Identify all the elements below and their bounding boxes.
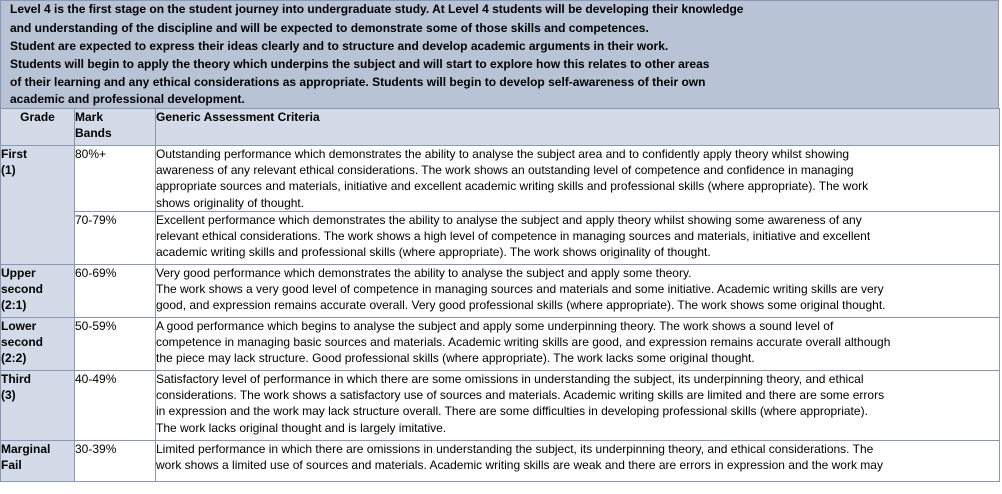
criteria-line: good, and expression remains accurate overall. Very good professional skills (where appropriate). The work shows some original thought. (156, 298, 886, 313)
intro-line: Students will begin to apply the theory which underpins the subject and will start to explore how this relates to other areas (10, 57, 710, 71)
criteria-cell (156, 146, 1000, 212)
criteria-cell (156, 371, 1000, 441)
grade-cell (1, 265, 75, 318)
table-row (1, 318, 1000, 371)
intro-line: academic and professional development. (10, 92, 245, 106)
criteria-cell (156, 212, 1000, 265)
grade-line: First (1, 147, 28, 161)
grade-line: (1) (1, 163, 16, 178)
criteria-line: The work lacks original thought and is largely imitative. (156, 420, 447, 435)
table-row (1, 441, 1000, 482)
header-line: Mark (75, 110, 104, 124)
criteria-cell (156, 441, 1000, 482)
assessment-criteria-table (0, 108, 1000, 482)
grade-line: second (1, 282, 44, 297)
criteria-line: appropriate sources and materials, initiative and excellent academic writing skills and professional skills (where appropriate). The work (156, 179, 869, 194)
header-line: Bands (75, 126, 112, 141)
criteria-line: competence in managing basic sources and materials. Academic writing skills are good, and expression remains accurate overall although (156, 335, 891, 350)
mark-band-cell: 60-69% (75, 265, 156, 318)
table-row (1, 371, 1000, 441)
grade-line: Lower (1, 319, 37, 333)
criteria-line: shows originality of thought. (156, 195, 305, 210)
criteria-line: the piece may lack structure. Good professional skills (where appropriate). The work lacks some original thought. (156, 351, 755, 366)
criteria-line: work shows a limited use of sources and materials. Academic writing skills are weak and there are errors in expression and the work may (156, 458, 883, 473)
criteria-line: The work shows a very good level of competence in managing sources and materials and some initiative. Academic writing skills are very (156, 282, 884, 297)
criteria-line: A good performance which begins to analyse the subject and apply some underpinning theory. The work shows a sound level of (156, 319, 834, 333)
criteria-line: Satisfactory level of performance in which there are some omissions in understanding the subject, its underpinning theory, and ethical (156, 372, 864, 386)
criteria-line: Very good performance which demonstrates the ability to analyse the subject and apply some theory. (156, 266, 692, 280)
criteria-line: in expression and the work may lack structure overall. There are some difficulties in developing professional skills (where appropriate). (156, 404, 868, 419)
criteria-line: awareness of any relevant ethical considerations. The work shows an outstanding level of competence and confidence in managing (156, 163, 854, 178)
table-header-row (1, 109, 1000, 146)
table-row (1, 146, 1000, 212)
mark-bands-column-header (75, 109, 156, 146)
criteria-line: academic writing skills and professional skills (where appropriate). The work shows originality of thought. (156, 245, 711, 260)
grade-line: Upper (1, 266, 36, 280)
criteria-line: Outstanding performance which demonstrates the ability to analyse the subject area and to confidently apply theory whilst showing (156, 147, 850, 161)
intro-line: of their learning and any ethical considerations as appropriate. Students will begin to develop self-awareness of their own (10, 75, 706, 89)
criteria-line: considerations. The work shows a satisfactory use of sources and materials. Academic writing skills are limited and there are some errors (156, 388, 885, 403)
grade-column-header: Grade (1, 109, 75, 146)
grade-cell (1, 441, 75, 482)
grade-line: Third (1, 372, 31, 386)
criteria-line: relevant ethical considerations. The work shows a high level of competence in managing sources and materials, initiative and excellent (156, 229, 871, 244)
table-row (1, 212, 1000, 265)
mark-band-cell: 80%+ (75, 146, 156, 212)
intro-line: and understanding of the discipline and will be expected to demonstrate some of those skills and competences. (10, 21, 649, 35)
criteria-line: Excellent performance which demonstrates the ability to analyse the subject and apply theory whilst showing some awareness of any (156, 213, 862, 227)
intro-line: Level 4 is the first stage on the student journey into undergraduate study. At Level 4 students will be developing their knowledge (10, 2, 744, 16)
mark-band-cell: 50-59% (75, 318, 156, 371)
intro-line: Student are expected to express their ideas clearly and to structure and develop academic arguments in their work. (10, 39, 669, 53)
criteria-column-header: Generic Assessment Criteria (156, 109, 1000, 146)
grade-line: (2:2) (1, 351, 27, 366)
criteria-cell (156, 265, 1000, 318)
grade-line: Fail (1, 458, 22, 473)
table-row (1, 265, 1000, 318)
grade-cell (1, 371, 75, 441)
criteria-cell (156, 318, 1000, 371)
grade-cell (1, 318, 75, 371)
criteria-line: Limited performance in which there are omissions in understanding the subject, its underpinning theory, and ethical considerations. The (156, 442, 874, 456)
grade-line: (3) (1, 388, 16, 403)
level-4-intro-box (0, 0, 999, 109)
mark-band-cell: 70-79% (75, 212, 156, 265)
grade-line: Marginal (1, 442, 51, 456)
mark-band-cell: 30-39% (75, 441, 156, 482)
grade-cell (1, 146, 75, 265)
mark-band-cell: 40-49% (75, 371, 156, 441)
grade-line: second (1, 335, 44, 350)
grade-line: (2:1) (1, 298, 27, 313)
